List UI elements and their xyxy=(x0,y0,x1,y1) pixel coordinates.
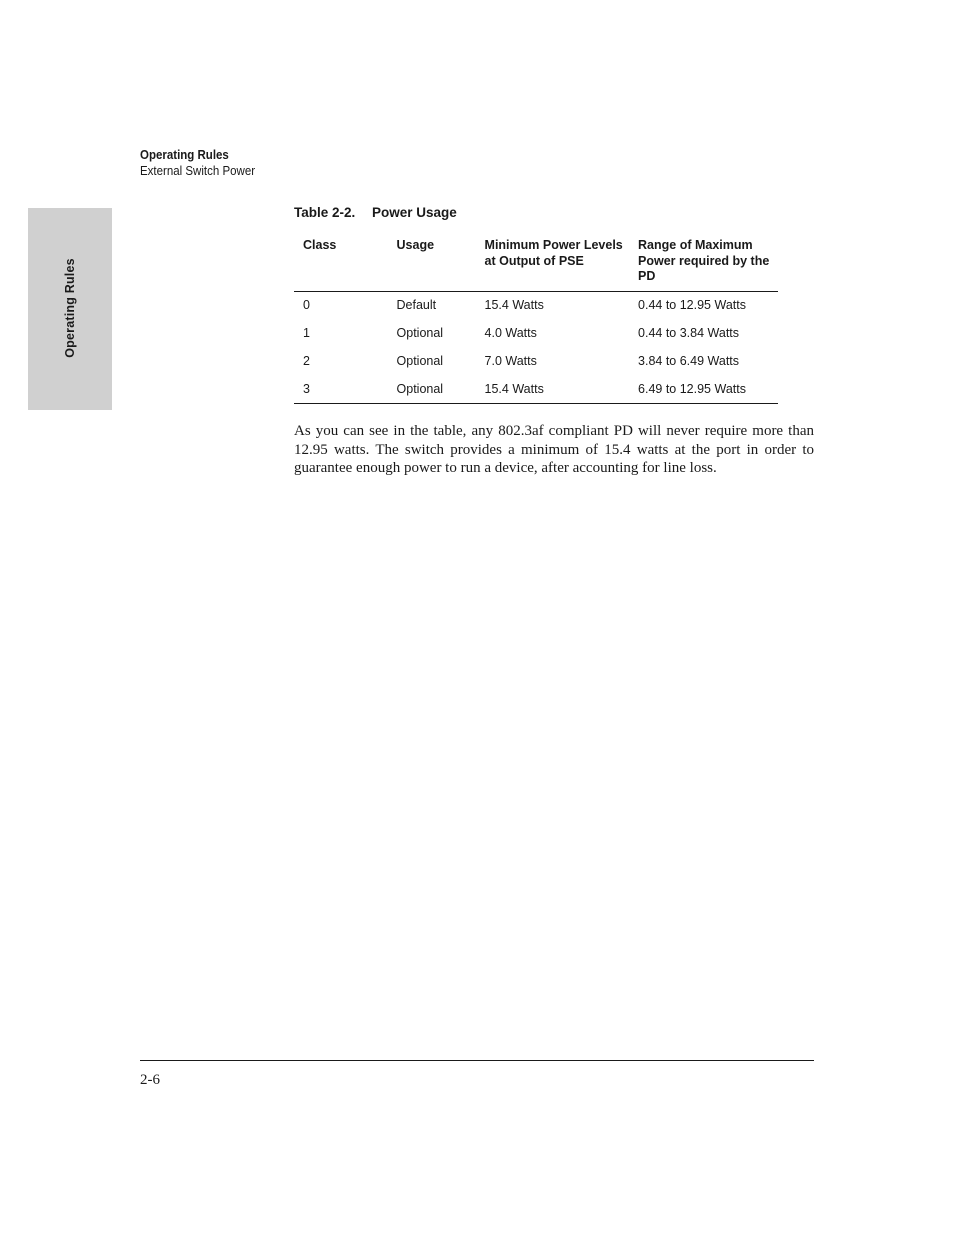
header-max-power-range: Range of Maximum Power required by the PD xyxy=(638,238,778,291)
cell-usage: Optional xyxy=(397,376,485,404)
table-caption xyxy=(294,204,457,221)
table-row xyxy=(294,320,778,348)
header-min-power: Minimum Power Levels at Output of PSE xyxy=(485,238,639,291)
cell-usage: Optional xyxy=(396,353,444,368)
header-class: Class xyxy=(294,238,397,291)
cell-min-power: 15.4 Watts xyxy=(484,297,544,312)
page-number: 2-6 xyxy=(140,1072,160,1088)
cell-min-power: 7.0 Watts xyxy=(484,353,537,368)
cell-usage: Default xyxy=(396,297,437,312)
header-usage: Usage xyxy=(397,238,485,291)
running-head-section: External Switch Power xyxy=(140,164,256,178)
running-head-chapter: Operating Rules xyxy=(140,148,229,162)
table-header-row xyxy=(294,238,778,291)
table-row xyxy=(294,291,778,320)
cell-usage: Optional xyxy=(396,325,444,340)
cell-class: 0 xyxy=(303,297,310,312)
cell-class: 3 xyxy=(294,376,397,404)
footer-rule xyxy=(140,1060,814,1061)
cell-min-power: 4.0 Watts xyxy=(484,325,537,340)
cell-class: 1 xyxy=(303,325,310,340)
cell-max-power-range: 3.84 to 6.49 Watts xyxy=(638,353,740,368)
power-usage-table xyxy=(294,238,778,404)
chapter-side-tab-label: Operating Rules xyxy=(63,258,77,358)
table-title: Power Usage xyxy=(372,205,457,220)
running-head xyxy=(140,147,255,179)
cell-class: 2 xyxy=(303,353,310,368)
table-number: Table 2-2. xyxy=(294,205,356,220)
cell-min-power: 15.4 Watts xyxy=(485,376,639,404)
cell-max-power-range: 0.44 to 3.84 Watts xyxy=(638,325,740,340)
cell-max-power-range: 6.49 to 12.95 Watts xyxy=(638,376,778,404)
table-row xyxy=(294,376,778,404)
cell-max-power-range: 0.44 to 12.95 Watts xyxy=(638,297,746,312)
body-paragraph: As you can see in the table, any 802.3af compliant PD will never require more than 12.95 watts. The switch provides a minimum of 15.4 watts at the port in order to guarantee enough power to run a device, after accounting for line loss. xyxy=(294,423,814,476)
table-row xyxy=(294,348,778,376)
